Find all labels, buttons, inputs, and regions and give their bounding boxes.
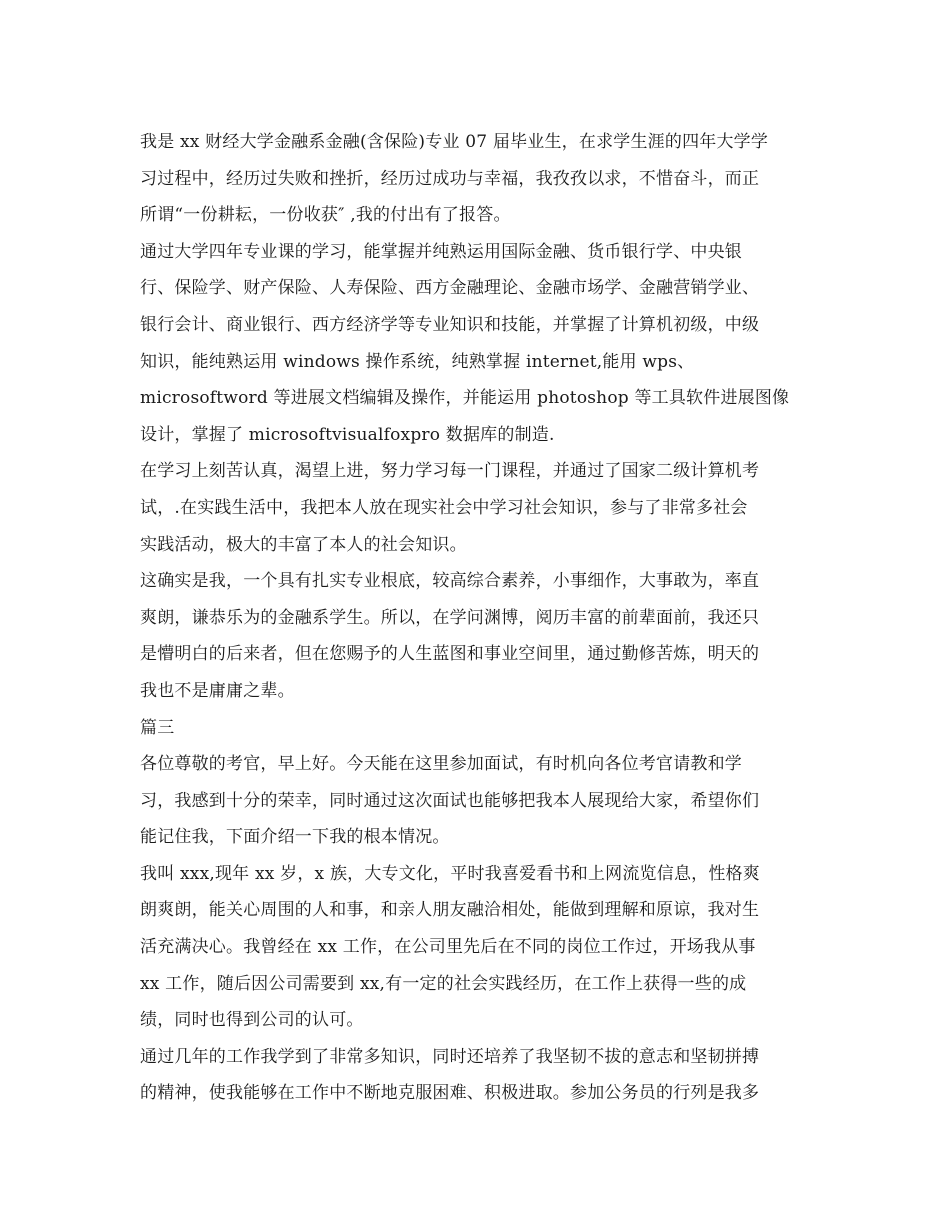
document-body bbox=[140, 124, 812, 1112]
text-line: 我是 xx 财经大学金融系金融(含保险)专业 07 届毕业生，在求学生涯的四年大学学 bbox=[140, 132, 769, 152]
section-heading bbox=[140, 710, 812, 747]
paragraph-1 bbox=[140, 124, 812, 234]
paragraph-4 bbox=[140, 563, 812, 709]
paragraph-2 bbox=[140, 234, 812, 454]
text-line: 活充满决心。我曾经在 xx 工作，在公司里先后在不同的岗位工作过，开场我从事 bbox=[140, 937, 756, 958]
paragraph-6 bbox=[140, 856, 812, 1039]
text-line: 习，我感到十分的荣幸，同时通过这次面试也能够把我本人展现给大家，希望你们 bbox=[140, 790, 760, 811]
text-line: 在学习上刻苦认真，渴望上进，努力学习每一门课程，并通过了国家二级计算机考 bbox=[140, 461, 760, 482]
text-line: 通过大学四年专业课的学习，能掌握并纯熟运用国际金融、货币银行学、中央银 bbox=[140, 241, 742, 262]
text-line: 朗爽朗，能关心周围的人和事，和亲人朋友融洽相处，能做到理解和原谅，我对生 bbox=[140, 900, 760, 921]
section-heading-text: 篇三 bbox=[140, 717, 175, 738]
text-line: 的精神，使我能够在工作中不断地克服困难、积极进取。参加公务员的行列是我多 bbox=[140, 1083, 760, 1104]
text-line: 爽朗，谦恭乐为的金融系学生。所以，在学问渊博，阅历丰富的前辈面前，我还只 bbox=[140, 607, 760, 628]
text-line: 这确实是我，一个具有扎实专业根底，较高综合素养，小事细作，大事敢为，率直 bbox=[140, 571, 760, 592]
text-line: 银行会计、商业银行、西方经济学等专业知识和技能，并掌握了计算机初级，中级 bbox=[140, 314, 760, 335]
text-line: 是懵明白的后来者，但在您赐予的人生蓝图和事业空间里，通过勤修苦炼，明天的 bbox=[140, 644, 760, 665]
text-line: xx 工作，随后因公司需要到 xx,有一定的社会实践经历，在工作上获得一些的成 bbox=[140, 973, 747, 994]
text-line: 试，.在实践生活中，我把本人放在现实社会中学习社会知识，参与了非常多社会 bbox=[140, 497, 748, 518]
paragraph-3 bbox=[140, 453, 812, 563]
text-line: 我也不是庸庸之辈。 bbox=[140, 680, 295, 701]
text-line: 行、保险学、财产保险、人寿保险、西方金融理论、金融市场学、金融营销学业、 bbox=[140, 278, 760, 299]
paragraph-5 bbox=[140, 746, 812, 856]
text-line: 通过几年的工作我学到了非常多知识，同时还培养了我坚韧不拔的意志和坚韧拼搏 bbox=[140, 1046, 760, 1067]
text-line: microsoftword 等进展文档编辑及操作，并能运用 photoshop 等工具软件进展图像 bbox=[140, 388, 790, 409]
text-line: 所谓“一份耕耘，一份收获″ ,我的付出有了报答。 bbox=[140, 205, 511, 226]
text-line: 习过程中，经历过失败和挫折，经历过成功与幸福，我孜孜以求，不惜奋斗，而正 bbox=[140, 168, 760, 189]
paragraph-7 bbox=[140, 1039, 812, 1112]
text-line: 设计，掌握了 microsoftvisualfoxpro 数据库的制造. bbox=[140, 424, 555, 445]
text-line: 实践活动，极大的丰富了本人的社会知识。 bbox=[140, 534, 467, 555]
text-line: 绩，同时也得到公司的认可。 bbox=[140, 1010, 364, 1031]
text-line: 知识，能纯熟运用 windows 操作系统，纯熟掌握 internet,能用 wps、 bbox=[140, 351, 695, 372]
text-line: 我叫 xxx,现年 xx 岁，x 族，大专文化，平时我喜爱看书和上网流览信息，性格爽 bbox=[140, 863, 760, 884]
text-line: 各位尊敬的考官，早上好。今天能在这里参加面试，有时机向各位考官请教和学 bbox=[140, 754, 742, 775]
text-line: 能记住我，下面介绍一下我的根本情况。 bbox=[140, 827, 450, 848]
